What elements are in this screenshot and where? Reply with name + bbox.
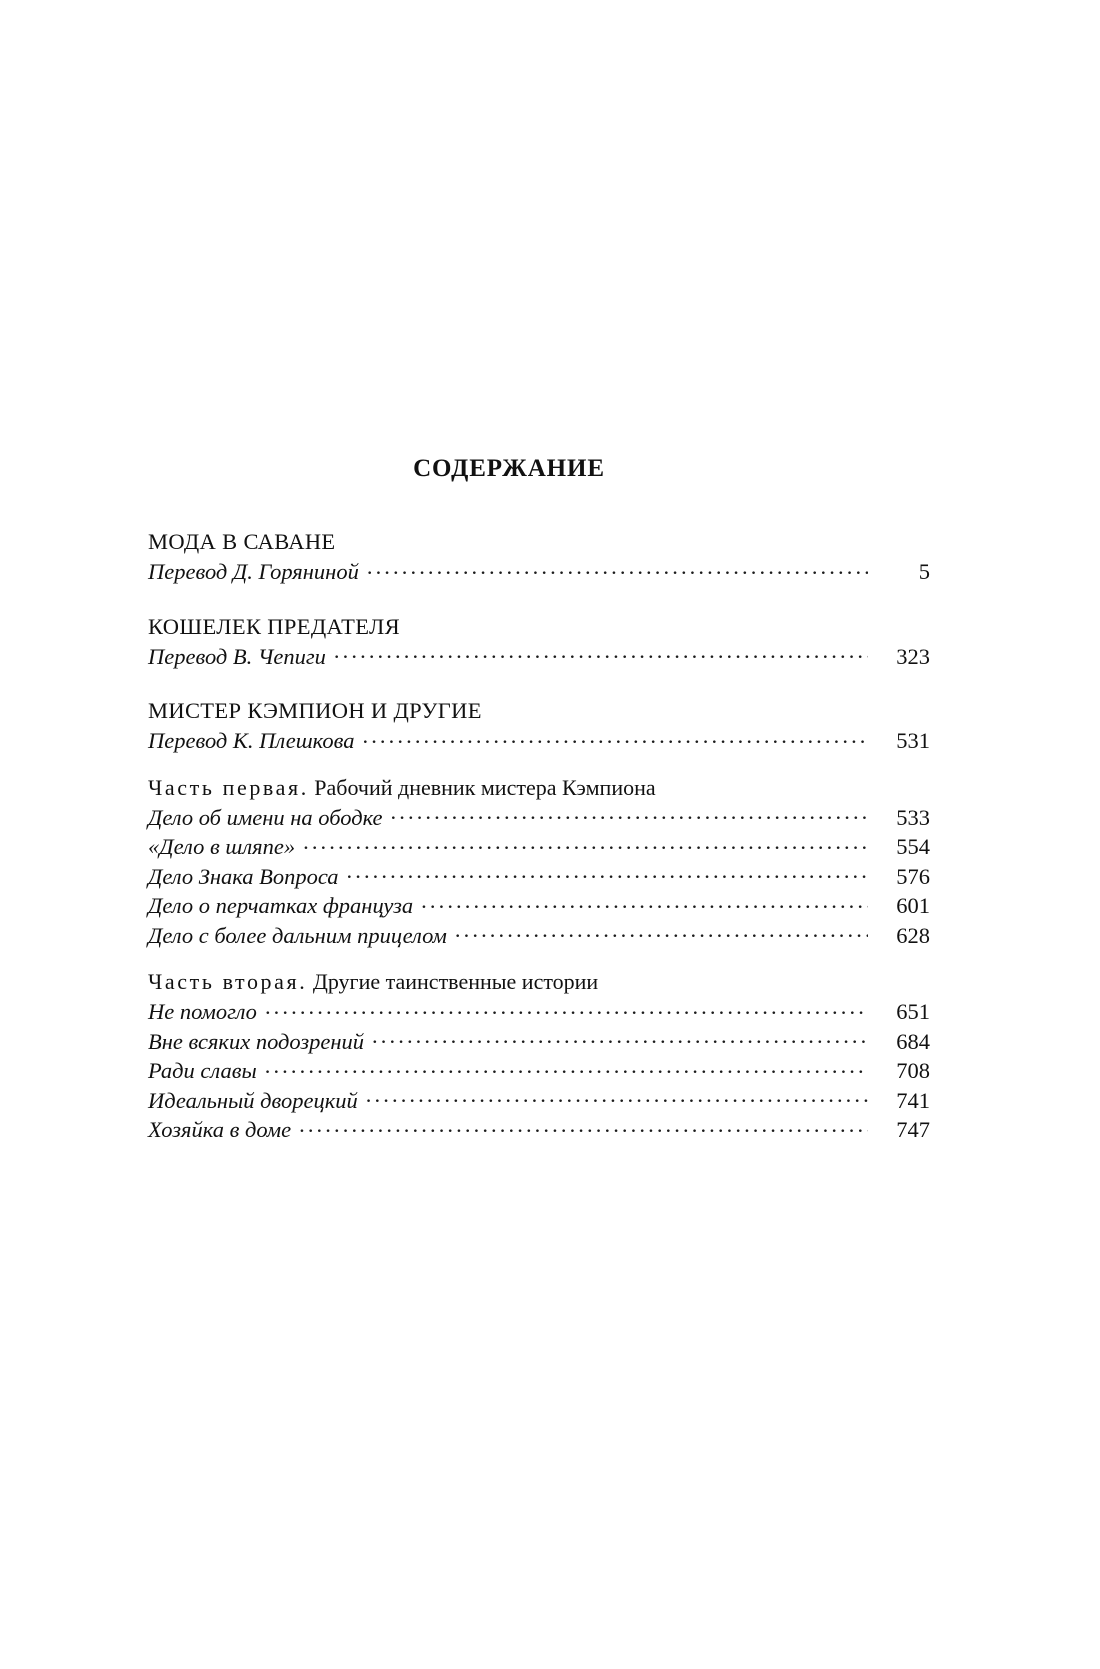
dot-leader (372, 1033, 868, 1049)
entry-title: Дело о перчатках француза (148, 893, 414, 918)
part-heading (148, 775, 930, 801)
page-number: 576 (896, 863, 930, 889)
entry-title: Вне всяких подозрений (148, 1028, 365, 1054)
toc-entry[interactable] (148, 1119, 930, 1142)
toc-entry[interactable] (148, 1001, 930, 1024)
translator-label: Перевод Д. Горяниной (148, 559, 359, 584)
table-of-contents (148, 455, 930, 1149)
dot-leader (334, 648, 868, 664)
dot-leader (265, 1062, 868, 1078)
dot-leader (391, 809, 868, 825)
entry-title: Дело об имени на ободке (148, 804, 383, 830)
dot-leader (366, 1092, 868, 1108)
toc-entry[interactable] (148, 863, 930, 889)
entry-title: Хозяйка в доме (148, 1117, 292, 1142)
toc-entry[interactable] (148, 895, 930, 918)
page-number: 747 (896, 1117, 930, 1142)
entry-title: Дело Знака Вопроса (148, 863, 339, 889)
work-translator-row[interactable] (148, 730, 930, 753)
work-translator-row[interactable] (148, 561, 930, 584)
dot-leader (265, 1003, 868, 1019)
entry-title: Дело с более дальним прицелом (148, 922, 447, 948)
page-number: 628 (896, 922, 930, 948)
entry-list (148, 804, 930, 948)
work-title: МОДА В САВАНЕ (148, 529, 336, 554)
page-number: 708 (896, 1058, 930, 1083)
dot-leader (347, 868, 869, 884)
toc-entry[interactable] (148, 1028, 930, 1054)
work-block (148, 614, 930, 669)
page-number: 741 (896, 1087, 930, 1113)
work-translator-row[interactable] (148, 643, 930, 669)
dot-leader (455, 927, 868, 943)
page-number: 651 (896, 999, 930, 1024)
dot-leader (299, 1121, 868, 1137)
page-number: 601 (896, 893, 930, 918)
toc-entry[interactable] (148, 804, 930, 830)
page-number: 5 (918, 559, 930, 584)
work-block (148, 529, 930, 584)
toc-entry[interactable] (148, 1060, 930, 1083)
dot-leader (362, 732, 868, 748)
entry-title: Не помогло (148, 999, 257, 1024)
part-label: Часть вторая. (148, 969, 308, 994)
page-number: 684 (896, 1028, 930, 1054)
part-name: Другие таинственные истории (312, 969, 599, 994)
dot-leader (367, 563, 868, 579)
work-block (148, 698, 930, 1142)
translator-label: Перевод В. Чепиги (148, 643, 326, 669)
dot-leader (303, 838, 868, 854)
translator-label: Перевод К. Плешкова (148, 728, 355, 753)
entry-title: Ради славы (148, 1058, 257, 1083)
page-number: 554 (896, 834, 930, 859)
page-number: 531 (896, 728, 930, 753)
work-title: МИСТЕР КЭМПИОН И ДРУГИЕ (148, 698, 482, 723)
toc-entry[interactable] (148, 922, 930, 948)
entry-list (148, 1001, 930, 1142)
page-title: СОДЕРЖАНИЕ (413, 455, 605, 482)
part-heading (148, 969, 930, 995)
work-title: КОШЕЛЕК ПРЕДАТЕЛЯ (148, 613, 401, 639)
toc-entry[interactable] (148, 836, 930, 859)
page-number: 533 (896, 804, 930, 830)
part-name: Рабочий дневник мистера Кэмпиона (314, 774, 656, 800)
part-label: Часть первая. (148, 774, 309, 800)
dot-leader (421, 897, 868, 913)
entry-title: «Дело в шляпе» (148, 834, 296, 859)
entry-title: Идеальный дворецкий (148, 1087, 358, 1113)
page-number: 323 (896, 643, 930, 669)
toc-entry[interactable] (148, 1087, 930, 1113)
